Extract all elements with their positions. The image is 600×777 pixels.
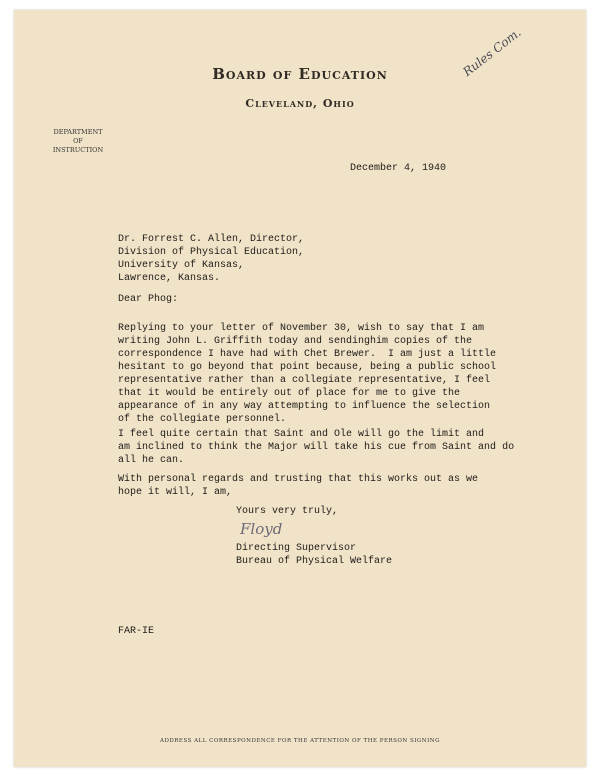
recipient-address [118, 233, 304, 285]
body-paragraph-3 [118, 473, 518, 499]
footer-notice: ADDRESS ALL CORRESPONDENCE FOR THE ATTENTION OF THE PERSON SIGNING [160, 738, 440, 744]
paragraph-line: Replying to your letter of November 30, wish to say that I am [118, 323, 485, 334]
department-line: OF [73, 137, 83, 145]
paragraph-line: writing John L. Griffith today and sendinghim copies of the [118, 336, 473, 347]
address-line: University of Kansas, [118, 260, 245, 271]
handwritten-signature: Floyd [240, 520, 283, 538]
paragraph-line: of the collegiate personnel. [118, 414, 287, 425]
paragraph-line: am inclined to think the Major will take his cue from Saint and do [118, 442, 515, 453]
letter-sheet [14, 10, 586, 767]
paragraph-line: all he can. [118, 455, 185, 466]
paragraph-line: that it would be entirely out of place for me to give the [118, 388, 461, 399]
paragraph-line: I feel quite certain that Saint and Ole will go the limit and [118, 429, 485, 440]
signer-title-line: Bureau of Physical Welfare [236, 556, 393, 567]
department-label [48, 128, 108, 155]
closing: Yours very truly, [236, 506, 339, 517]
body-paragraph-1 [118, 322, 518, 426]
signer-title-line: Directing Supervisor [236, 543, 357, 554]
letterhead-title: Board of Education [212, 65, 388, 83]
paragraph-line: hope it will, I am, [118, 487, 233, 498]
paragraph-line: correspondence I have had with Chet Brewer. I am just a little [118, 349, 497, 360]
salutation: Dear Phog: [118, 294, 179, 305]
handwritten-annotation: Rules Com. [460, 25, 524, 79]
department-line: INSTRUCTION [52, 146, 104, 154]
address-line: Dr. Forrest C. Allen, Director, [118, 234, 305, 245]
signer-title [236, 542, 392, 568]
body-paragraph-2 [118, 428, 518, 467]
department-line: DEPARTMENT [53, 128, 103, 136]
address-line: Lawrence, Kansas. [118, 273, 221, 284]
letter-date: December 4, 1940 [350, 163, 447, 174]
paragraph-line: hesitant to go beyond that point because, being a public school [118, 362, 497, 373]
reference-initials: FAR-IE [118, 626, 155, 637]
paragraph-line: representative rather than a collegiate representative, I feel [118, 375, 491, 386]
paragraph-line: appearance of in any way attempting to influence the selection [118, 401, 491, 412]
address-line: Division of Physical Education, [118, 247, 305, 258]
paragraph-line: With personal regards and trusting that this works out as we [118, 474, 479, 485]
letterhead-city: Cleveland, Ohio [245, 97, 355, 110]
